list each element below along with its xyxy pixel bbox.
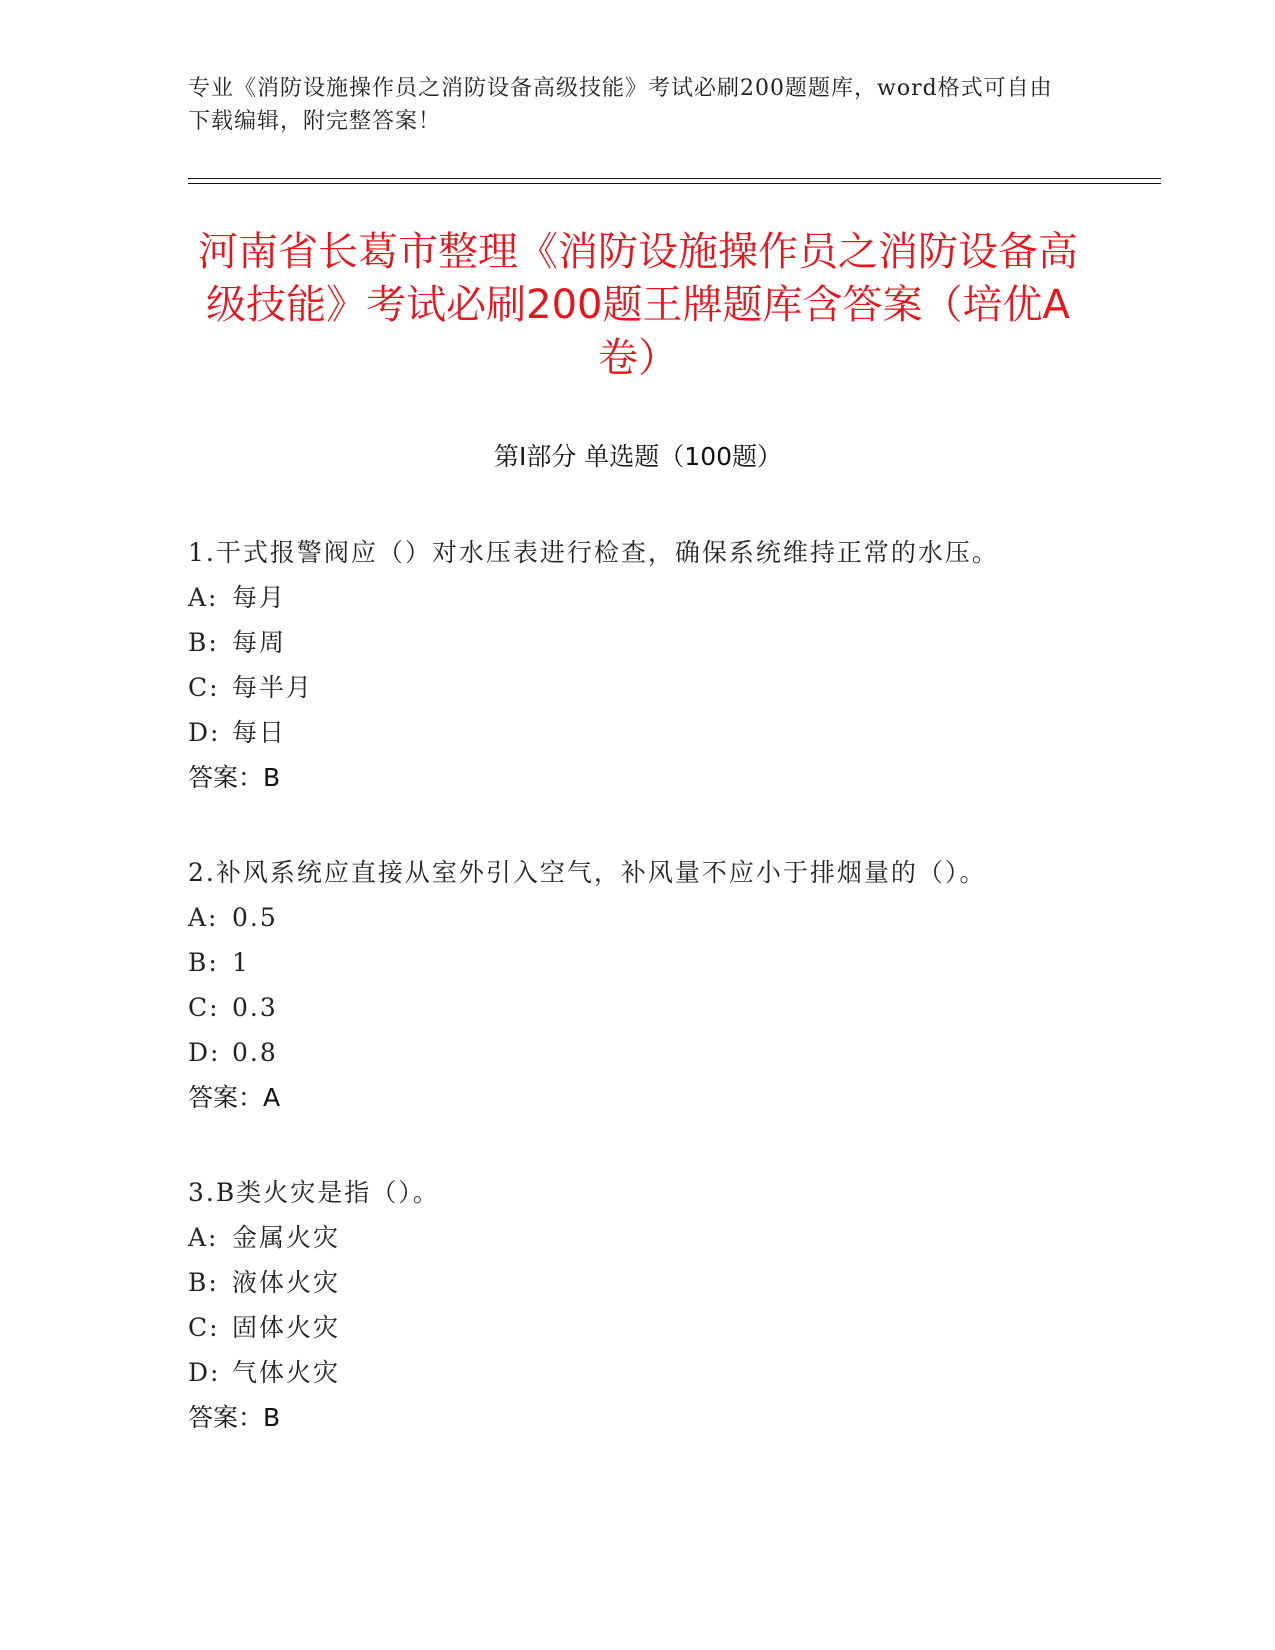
option-c [188, 985, 1161, 1030]
option-a [188, 575, 1161, 620]
option-letter: D: [188, 1358, 221, 1387]
option-letter: C: [188, 993, 220, 1022]
option-text: 每半月 [232, 673, 314, 702]
answer-line: 答案：B [188, 1403, 281, 1432]
option-text: 金属火灾 [232, 1223, 341, 1252]
option-c [188, 1305, 1161, 1350]
question-stem: 2.补风系统应直接从室外引入空气，补风量不应小于排烟量的（）。 [188, 858, 987, 887]
option-text: 0.3 [232, 993, 278, 1022]
option-a [188, 1215, 1161, 1260]
option-c [188, 665, 1161, 710]
option-d [188, 1350, 1161, 1395]
option-letter: D: [188, 718, 221, 747]
option-letter: B: [188, 628, 219, 657]
option-text: 0.8 [232, 1038, 278, 1067]
option-b [188, 940, 1161, 985]
option-a [188, 895, 1161, 940]
section-title: 第I部分 单选题（100题） [493, 442, 783, 471]
option-b [188, 1260, 1161, 1305]
option-text: 0.5 [232, 903, 278, 932]
option-text: 液体火灾 [232, 1268, 341, 1297]
question-2 [188, 850, 1161, 1120]
question-stem: 3.B类火灾是指（）。 [188, 1178, 440, 1207]
option-letter: D: [188, 1038, 221, 1067]
question-3 [188, 1170, 1161, 1440]
option-text: 1 [232, 948, 250, 977]
header-divider-top [188, 178, 1161, 179]
header-note: 专业《消防设施操作员之消防设备高级技能》考试必刷200题题库，word格式可自由下载编辑，附完整答案！ [188, 76, 1053, 134]
option-letter: C: [188, 1313, 220, 1342]
answer-line: 答案：A [188, 1083, 281, 1112]
option-letter: B: [188, 1268, 219, 1297]
option-b [188, 620, 1161, 665]
answer-line: 答案：B [188, 763, 281, 792]
option-text: 固体火灾 [232, 1313, 341, 1342]
option-letter: A: [188, 583, 219, 612]
option-letter: A: [188, 903, 219, 932]
document-title: 河南省长葛市整理《消防设施操作员之消防设备高级技能》考试必刷200题王牌题库含答案（培优A卷） [198, 229, 1078, 381]
option-letter: A: [188, 1223, 219, 1252]
option-letter: B: [188, 948, 219, 977]
option-text: 每日 [232, 718, 287, 747]
question-1 [188, 530, 1161, 800]
question-stem: 1.干式报警阀应（）对水压表进行检查，确保系统维持正常的水压。 [188, 538, 999, 567]
header-divider-bottom [188, 183, 1161, 184]
option-text: 每月 [232, 583, 287, 612]
option-letter: C: [188, 673, 220, 702]
option-text: 每周 [232, 628, 287, 657]
option-d [188, 1030, 1161, 1075]
option-text: 气体火灾 [232, 1358, 341, 1387]
option-d [188, 710, 1161, 755]
